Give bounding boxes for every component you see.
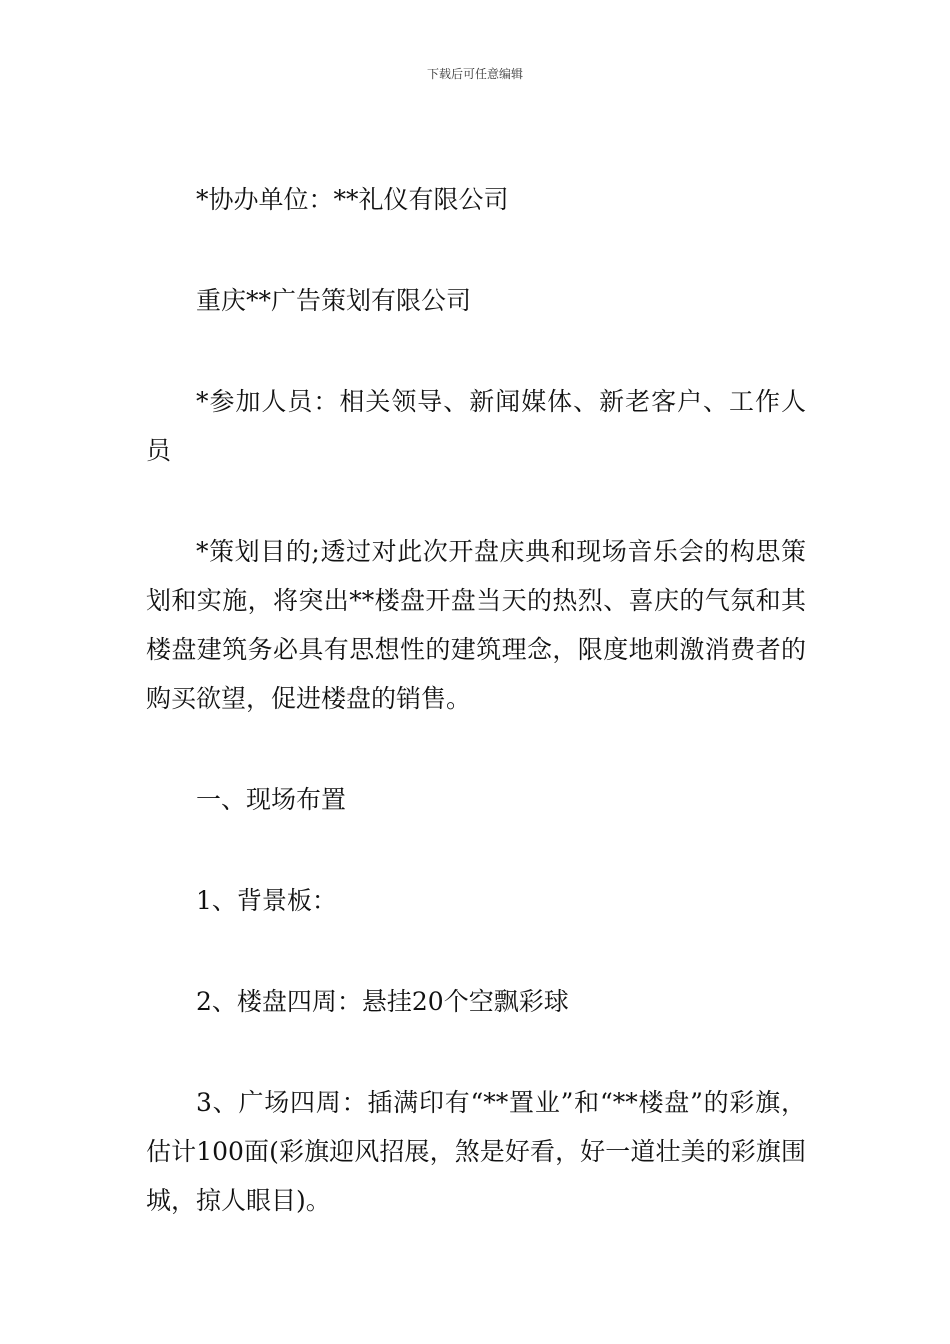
page-header: 下载后可任意编辑: [426, 67, 523, 81]
section-heading-site-layout: 一、现场布置: [196, 785, 347, 814]
paragraph-ad-company: 重庆**广告策划有限公司: [196, 286, 472, 315]
paragraph-co-organizer: *协办单位：**礼仪有限公司: [196, 185, 509, 214]
document-body: [146, 175, 806, 1277]
paragraph-participants: *参加人员：相关领导、新闻媒体、新老客户、工作人员: [146, 387, 806, 465]
list-item-backdrop: 1、背景板：: [196, 886, 337, 915]
list-item-plaza-surroundings: 3、广场四周：插满印有“**置业”和“**楼盘”的彩旗，估计100面(彩旗迎风招展，煞是好看，好一道壮美的彩旗围城，掠人眼目)。: [146, 1088, 806, 1215]
list-item-building-surroundings: 2、楼盘四周：悬挂20个空飘彩球: [196, 987, 569, 1016]
paragraph-purpose: *策划目的;透过对此次开盘庆典和现场音乐会的构思策划和实施，将突出**楼盘开盘当天的热烈、喜庆的气氛和其楼盘建筑务必具有思想性的建筑理念，限度地刺激消费者的购买欲望，促进楼盘的销售。: [146, 537, 806, 713]
